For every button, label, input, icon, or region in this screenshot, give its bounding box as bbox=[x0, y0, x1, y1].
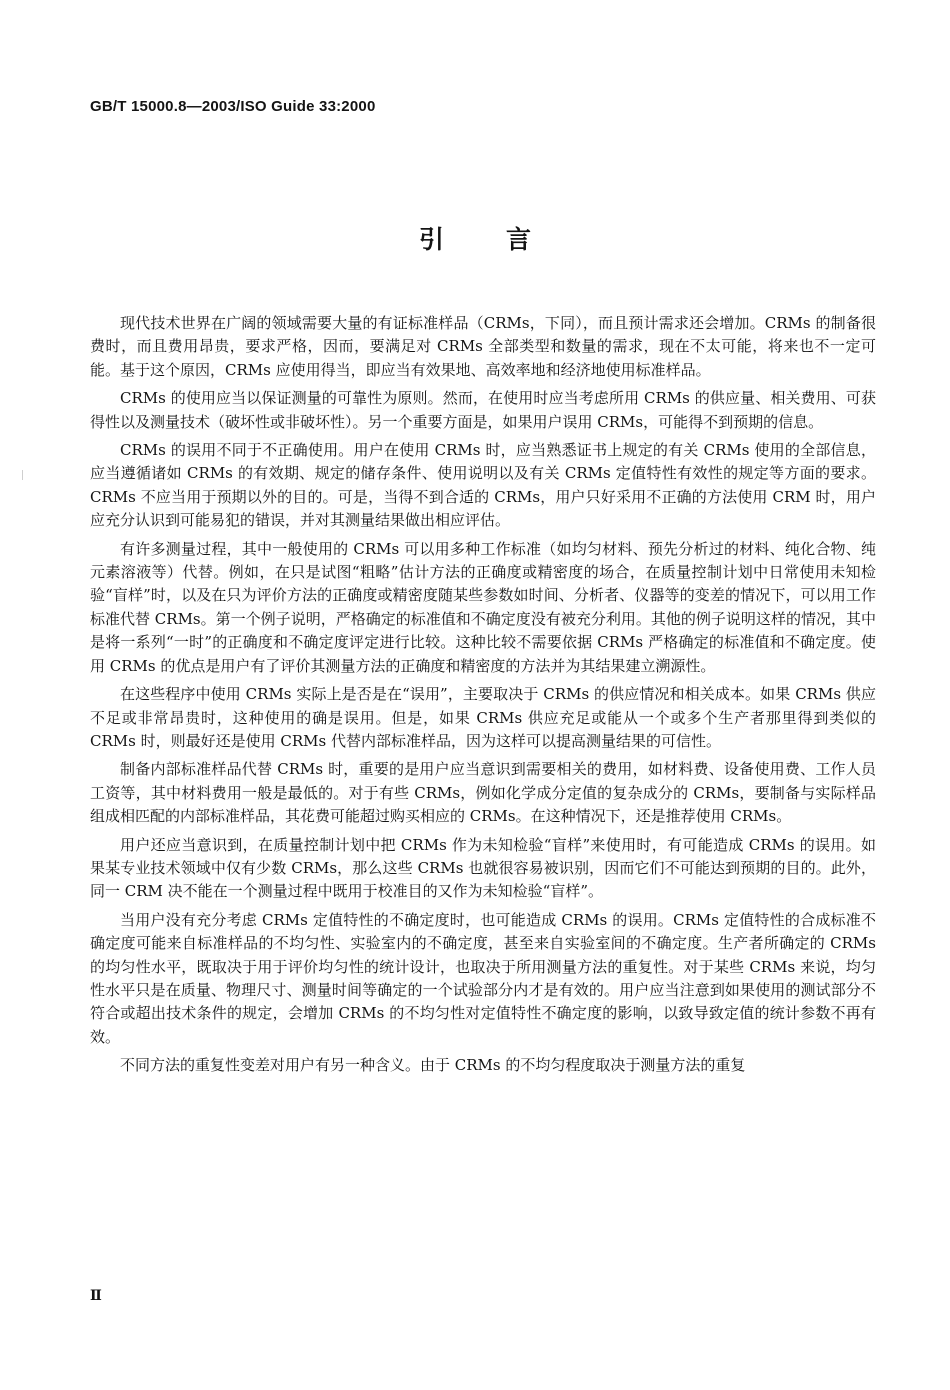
paragraph: CRMs 的误用不同于不正确使用。用户在使用 CRMs 时，应当熟悉证书上规定的有关 CRMs 使用的全部信息，应当遵循诸如 CRMs 的有效期、规定的储存条件、使用说明以及有关 CRMs 定值特性有效性的规定等方面的要求。CRMs 不应当用于预期以外的目的。可是，当得不到合适的 CRMs，用户只好采用不正确的方法使用 CRM 时，用户应充分认识到可能易犯的错误，并对其测量结果做出相应评估。 bbox=[90, 441, 876, 530]
page-number: Ⅱ bbox=[90, 1288, 102, 1304]
paragraph: 当用户没有充分考虑 CRMs 定值特性的不确定度时，也可能造成 CRMs 的误用。CRMs 定值特性的合成标准不确定度可能来自标准样品的不均匀性、实验室内的不确定度，甚至来自实验室间的不确定度。生产者所确定的 CRMs 的均匀性水平，既取决于用于评价均匀性的统计设计，也取决于所用测量方法的重复性。对于某些 CRMs 来说，均匀性水平只是在质量、物理尺寸、测量时间等确定的一个试验部分内才是有效的。用户应当注意到如果使用的测试部分不符合或超出技术条件的规定，会增加 CRMs 的不均匀性对定值特性不确定度的影响，以致导致定值的统计参数不再有效。 bbox=[90, 910, 876, 1046]
paragraph: 在这些程序中使用 CRMs 实际上是否是在“误用”，主要取决于 CRMs 的供应情况和相关成本。如果 CRMs 供应不足或非常昂贵时，这种使用的确是误用。但是，如果 CRMs 供应充足或能从一个或多个生产者那里得到类似的 CRMs 时，则最好还是使用 CRMs 代替内部标准样品，因为这样可以提高测量结果的可信性。 bbox=[90, 685, 876, 750]
paragraph: 用户还应当意识到，在质量控制计划中把 CRMs 作为未知检验“盲样”来使用时，有可能造成 CRMs 的误用。如果某专业技术领域中仅有少数 CRMs，那么这些 CRMs 也就很容易被识别，因而它们不可能达到预期的目的。此外，同一 CRM 决不能在一个测量过程中既用于校准目的又作为未知检验“盲样”。 bbox=[90, 835, 876, 901]
paragraph: 有许多测量过程，其中一般使用的 CRMs 可以用多种工作标准（如均匀材料、预先分析过的材料、纯化合物、纯元素溶液等）代替。例如，在只是试图“粗略”估计方法的正确度或精密度的场合，在质量控制计划中日常使用未知检验“盲样”时，以及在只为评价方法的正确度或精密度随某些参数如时间、分析者、仪器等的变差的情况下，可以用工作标准代替 CRMs。第一个例子说明，严格确定的标准值和不确定度没有被充分利用。其他的例子说明这样的情况，其中是将一系列“一时”的正确度和不确定度评定进行比较。这种比较不需要依据 CRMs 严格确定的标准值和不确定度。使用 CRMs 的优点是用户有了评价其测量方法的正确度和精密度的方法并为其结果建立溯源性。 bbox=[90, 539, 876, 675]
paragraph: CRMs 的使用应当以保证测量的可靠性为原则。然而，在使用时应当考虑所用 CRMs 的供应量、相关费用、可获得性以及测量技术（破坏性或非破坏性）。另一个重要方面是，如果用户误用 CRMs，可能得不到预期的信息。 bbox=[90, 389, 876, 431]
paragraph: 制备内部标准样品代替 CRMs 时，重要的是用户应当意识到需要相关的费用，如材料费、设备使用费、工作人员工资等，其中材料费用一般是最低的。对于有些 CRMs，例如化学成分定值的复杂成分的 CRMs，要制备与实际样品组成相匹配的内部标准样品，其花费可能超过购买相应的 CRMs。在这种情况下，还是推荐使用 CRMs。 bbox=[90, 760, 876, 826]
paragraph: 不同方法的重复性变差对用户有另一种含义。由于 CRMs 的不均匀程度取决于测量方法的重复 bbox=[120, 1056, 746, 1075]
paragraph: 现代技术世界在广阔的领域需要大量的有证标准样品（CRMs，下同），而且预计需求还会增加。CRMs 的制备很费时，而且费用昂贵，要求严格，因而，要满足对 CRMs 全部类型和数量的需求，现在不太可能，将来也不一定可能。基于这个原因，CRMs 应使用得当，即应当有效果地、高效率地和经济地使用标准样品。 bbox=[90, 314, 876, 379]
standard-header: GB/T 15000.8—2003/ISO Guide 33:2000 bbox=[90, 98, 376, 115]
section-title: 引言 bbox=[418, 225, 593, 254]
body-text bbox=[90, 312, 876, 1083]
margin-mark bbox=[22, 470, 23, 480]
